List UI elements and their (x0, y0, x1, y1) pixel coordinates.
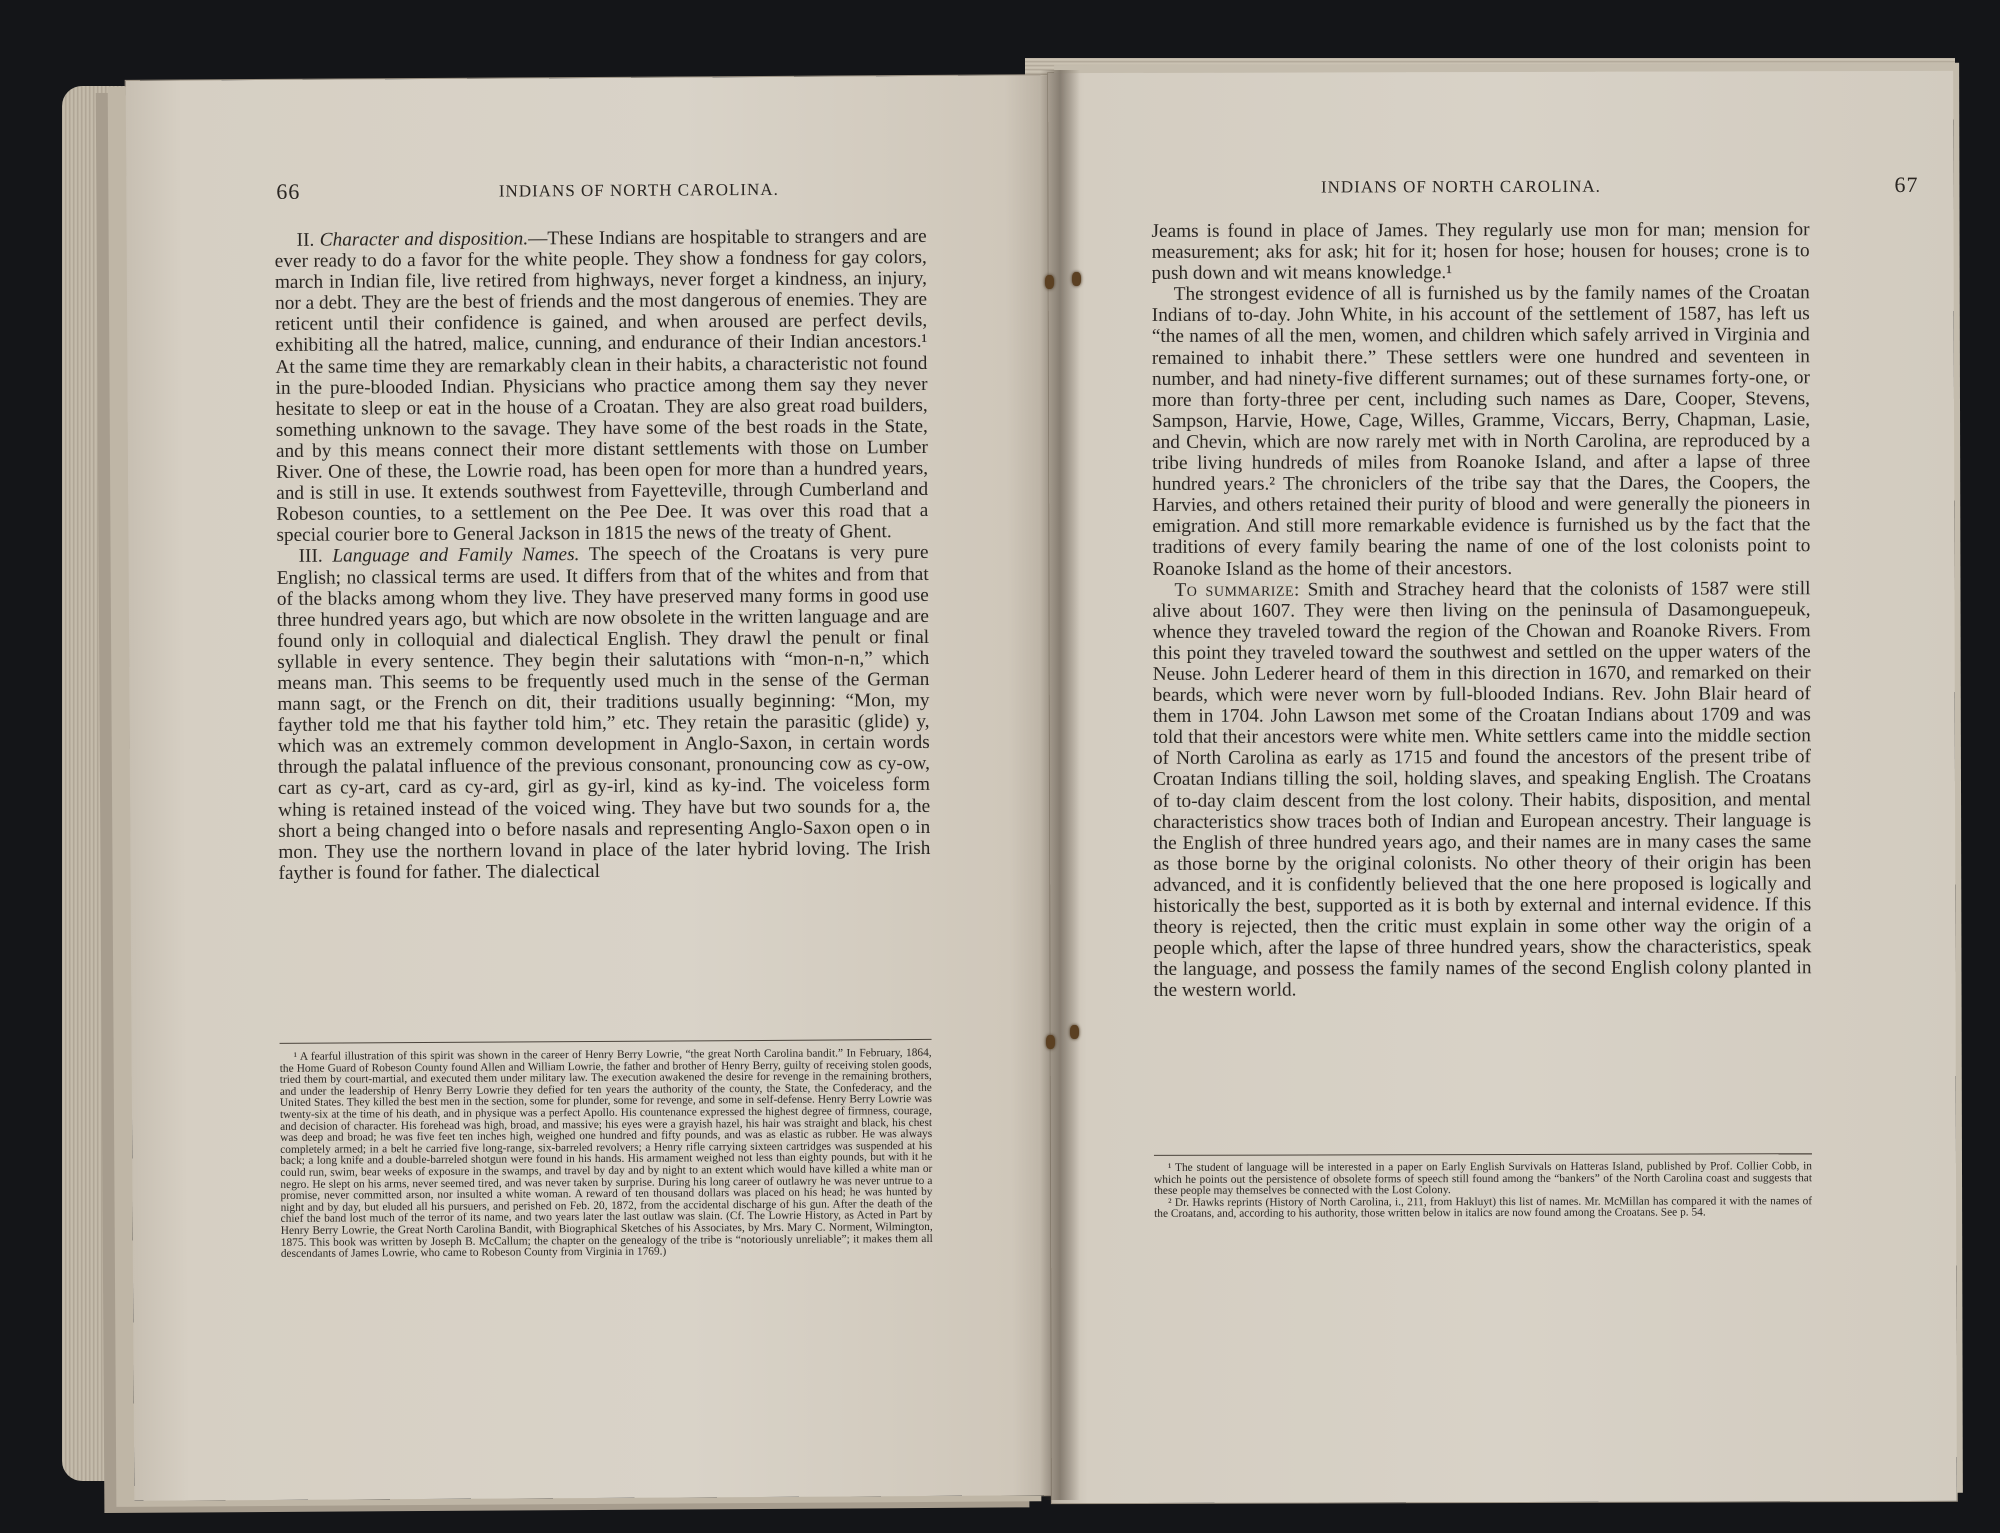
section-2-text: —These Indians are hospitable to strangers and are ever ready to do a favor for the white people. They show a fondness for gay colors, march in Indian file, live retired from highways, never forget a kindness, an injury, nor a debt. They are the best of friends and the most dangerous of enemies. They are reticent until their confidence is gained, and when aroused are perfect devils, exhibiting all the hatred, malice, cunning, and endurance of their Indian ancestors.¹ At the same time they are remarkably clean in their habits, a characteristic not found in the pure-blooded Indian. Physicians who practice among them say they never hesitate to sleep or eat in the house of a Croatan. They are also great road builders, something unknown to the savage. They have some of the best roads in the State, and by this means connect their more distant settlements with those on Lumber River. One of these, the Lowrie road, has been open for more than a hundred years, and is still in use. It extends southwest from Fayetteville, through Cumberland and Robeson counties, to a settlement on the Pee Dee. It was over this road that a special courier bore to General Jackson in 1815 the news of the treaty of Ghent. (274, 225, 929, 547)
right-paragraph-2: The strongest evidence of all is furnished us by the family names of the Croatan Indians of to-day. John White, in his account of the settlement of 1587, has left us “the names of all the men, women, and children which safely arrived in Virginia and remained to inhabit there.” These settlers were one hundred and seventeen in number, and had ninety-five different surnames; out of these surnames forty-one, or more than forty-three per cent, including such names as Dare, Cooper, Stevens, Sampson, Harvie, Howe, Cage, Willes, Gramme, Viccars, Berry, Chapman, Lasie, and Chevin, which are now rarely met with in North Carolina, are reproduced by a tribe living hundreds of miles from Roanoke Island, and after a lapse of three hundred years.² The chroniclers of the tribe say that the Dares, the Coopers, the Harvies, and others retained their purity of blood and were generally the pioneers in emigration. And still more remarkable evidence is furnished us by the fact that the traditions of every family bearing the name of one of the lost colonists point to Roanoke Island as the home of their ancestors. (1151, 282, 1811, 580)
summary-text: Smith and Strachey heard that the colonists of 1587 were still alive about 1607. They were then living on the peninsula of Dasamonguepeuk, whence they traveled toward the region of the Chowan and Roanoke Rivers. From this point they traveled toward the southwest and settled on the upper waters of the Neuse. John Lederer heard of them in this direction in 1670, and remarked on their beards, which were never worn by full-blooded Indians. Rev. John Blair heard of them in 1704. John Lawson met some of the Croatan Indians about 1709 and was told that their ancestors were white men. White settlers came into the middle section of North Carolina as early as 1715 and found the ancestors of the present tribe of Croatan Indians tilling the soil, holding slaves, and speaking English. The Croatans of to-day claim descent from the lost colony. Their habits, disposition, and mental characteristics show traces both of Indian and European ancestry. Their language is the English of three hundred years ago, and their names are in many cases the same as those borne by the original colonists. No other theory of their origin has been advanced, and it is confidently believed that the one here proposed is logically and historically the best, supported as it is both by external and internal evidence. If this theory is rejected, then the critic must explain in some other way the origin of a people which, after the lapse of three hundred years, show the characteristics, speak the language, and possess the family names of the second English colony planted in the western world. (1152, 577, 1812, 1002)
left-body-text (275, 226, 931, 884)
right-footnotes (1154, 1161, 1812, 1221)
right-footnote-rule (1154, 1153, 1812, 1156)
left-footnotes (280, 1048, 933, 1261)
left-footnote-rule (280, 1039, 932, 1044)
left-page (126, 75, 1060, 1501)
right-body-text (1152, 219, 1812, 1001)
summary-lead: To summarize: (1174, 579, 1300, 601)
section-2-heading: Character and disposition. (319, 228, 529, 251)
left-page-number: 66 (276, 178, 301, 204)
right-paragraph-3 (1152, 578, 1811, 1002)
right-footnote-1: ¹ The student of language will be interested in a paper on Early English Survivals on Hatteras Island, published by Prof. Collier Cobb, in which he points out the persistence of obsolete forms of speech still found among the “bankers” of the North Carolina coast and suggests that these people may themselves be connected with the Lost Colony. (1154, 1160, 1813, 1198)
left-running-title: INDIANS OF NORTH CAROLINA. (498, 179, 779, 201)
section-3-paragraph: III. Language and Family Names. The speech of the Croatans is very pure English; no classical terms are used. It differs from that of the whites and from that of the blacks among whom they live. They have preserved many forms in good use three hundred years ago, but which are now obsolete in the written language and are found only in colloquial and dialectical English. They drawl the penult or final syllable in every sentence. They begin their salutations with “mon-n-n,” which means man. This seems to be frequently used much in the sense of the German mann sagt, or the French on dit, their traditions usually beginning: “Mon, my fayther told me that his fayther told him,” etc. They retain the parasitic (glide) y, which was an extremely common development in Anglo-Saxon, in certain words through the palatal influence of the previous consonant, pronouncing cow as cy-ow, cart as cy-art, card as cy-ard, girl as gy-irl, kind as ky-ind. The voiceless form whing is retained instead of the voiced wing. They have but two sounds for a, the short a being changed into o before nasals and representing Anglo-Saxon open o in mon. They use the northern lovand in place of the later hybrid loving. The Irish fayther is found for father. The dialectical (276, 542, 931, 884)
binding-stitch-mark (1070, 1025, 1079, 1039)
section-3-heading: Language and Family Names. (332, 544, 580, 567)
left-page-edges (62, 86, 132, 1481)
binding-stitch-mark (1046, 1035, 1055, 1049)
right-page-number: 67 (1894, 171, 1919, 197)
right-running-title: INDIANS OF NORTH CAROLINA. (1320, 176, 1601, 197)
binding-stitch-mark (1045, 275, 1054, 289)
right-running-head (1048, 171, 1953, 208)
left-running-head (126, 178, 1051, 214)
section-3-text: The speech of the Croatans is very pure English; no classical terms are used. It differs from that of the whites and from that of the blacks among whom they live. They have preserved many forms in good use three hundred years ago, but which are now obsolete in the written language and are found only in colloquial and dialectical English. They drawl the penult or final syllable in every sentence. They begin their salutations with “mon-n-n,” which means man. This seems to be frequently used much in the sense of the German mann sagt, or the French on dit, their traditions usually beginning: “Mon, my fayther told me that his fayther told him,” etc. They retain the parasitic (glide) y, which was an extremely common development in Anglo-Saxon, in certain words through the palatal influence of the previous consonant, pronouncing cow as cy-ow, cart as cy-art, card as cy-ard, girl as gy-irl, kind as ky-ind. The voiceless form whing is retained instead of the voiced wing. They have but two sounds for a, the short a being changed into o before nasals and representing Anglo-Saxon open o in mon. They use the northern lovand in place of the later hybrid loving. The Irish fayther is found for father. The dialectical (276, 542, 931, 884)
right-footnote-2: ² Dr. Hawks reprints (History of North Carolina, i., 211, from Hakluyt) this list of names. Mr. McMillan has compared it with the names of the Croatans, and, according to his authority, those written below in italics are now found among the Croatans. See p. 54. (1154, 1194, 1813, 1221)
binding-stitch-mark (1072, 272, 1081, 286)
section-2-paragraph: II. Character and disposition.—These Indians are hospitable to strangers and are ever ready to do a favor for the white people. They show a fondness for gay colors, march in Indian file, live retired from highways, never forget a kindness, an injury, nor a debt. They are the best of friends and the most dangerous of enemies. They are reticent until their confidence is gained, and when aroused are perfect devils, exhibiting all the hatred, malice, cunning, and endurance of their Indian ancestors.¹ At the same time they are remarkably clean in their habits, a characteristic not found in the pure-blooded Indian. Physicians who practice among them say they never hesitate to sleep or eat in the house of a Croatan. They are also great road builders, something unknown to the savage. They have some of the best roads in the State, and by this means connect their more distant settlements with those on Lumber River. One of these, the Lowrie road, has been open for more than a hundred years, and is still in use. It extends southwest from Fayetteville, through Cumberland and Robeson counties, to a settlement on the Pee Dee. It was over this road that a special courier bore to General Jackson in 1815 the news of the treaty of Ghent. (274, 225, 929, 547)
right-page (1048, 71, 1957, 1503)
right-paragraph-1: Jeams is found in place of James. They regularly use mon for man; mension for measurement; aks for ask; hit for it; hosen for hose; housen for houses; crone is to push down and wit means knowledge.¹ (1151, 219, 1810, 285)
left-footnote-1: ¹ A fearful illustration of this spirit was shown in the career of Henry Berry Lowrie, “the great North Carolina bandit.” In February, 1864, the Home Guard of Robeson County found Allen and William Lowrie, the father and brother of Henry Berry, guilty of receiving stolen goods, tried them by court-martial, and executed them under military law. The execution awakened the desire for revenge in the remaining brothers, and under the leadership of Henry Berry Lowrie they defied for ten years the authority of the county, the State, the Confederacy, and the United States. They killed the best men in the section, some for plunder, some for revenge, and some in self-defense. Henry Berry Lowrie was twenty-six at the time of his death, and in physique was a perfect Apollo. His countenance expressed the highest degree of firmness, courage, and decision of character. His forehead was high, broad, and massive; his eyes were a grayish hazel, his hair was straight and black, his chest was deep and broad; he was five feet ten inches high, weighed one hundred and fifty pounds, and was as elastic as rubber. He was always completely armed; in a belt he carried five long-range, six-barreled revolvers; a Henry rifle carrying sixteen cartridges was suspended at his back; a long knife and a double-barreled shotgun were found in his hands. His armament weighed not less than eighty pounds, but with it he could run, swim, bear weeks of exposure in the swamps, and travel by day and by night to an extent which would have killed a white man or negro. He slept on his arms, never seemed tired, and was never taken by surprise. During his long career of outlawry he was never untrue to a promise, never committed arson, nor insulted a white woman. A reward of ten thousand dollars was placed on his head; he was hunted by night and by day, but eluded all his pursuers, and perished on Feb. 20, 1872, from the accidental discharge of his gun. After the death of the chief the band lost much of the terror of its name, and two years later the last outlaw was slain. (Cf. The Lowrie History, as Acted in Part by Henry Berry Lowrie, the Great North Carolina Bandit, with Biographical Sketches of his Associates, by Mrs. Mary C. Norment, Wilmington, 1875. This book was written by Joseph B. McCallum; the chapter on the genealogy of the tribe is “notoriously unreliable”; it makes them all descendants of James Lowrie, who came to Robeson County from Virginia in 1769.) (279, 1046, 933, 1261)
